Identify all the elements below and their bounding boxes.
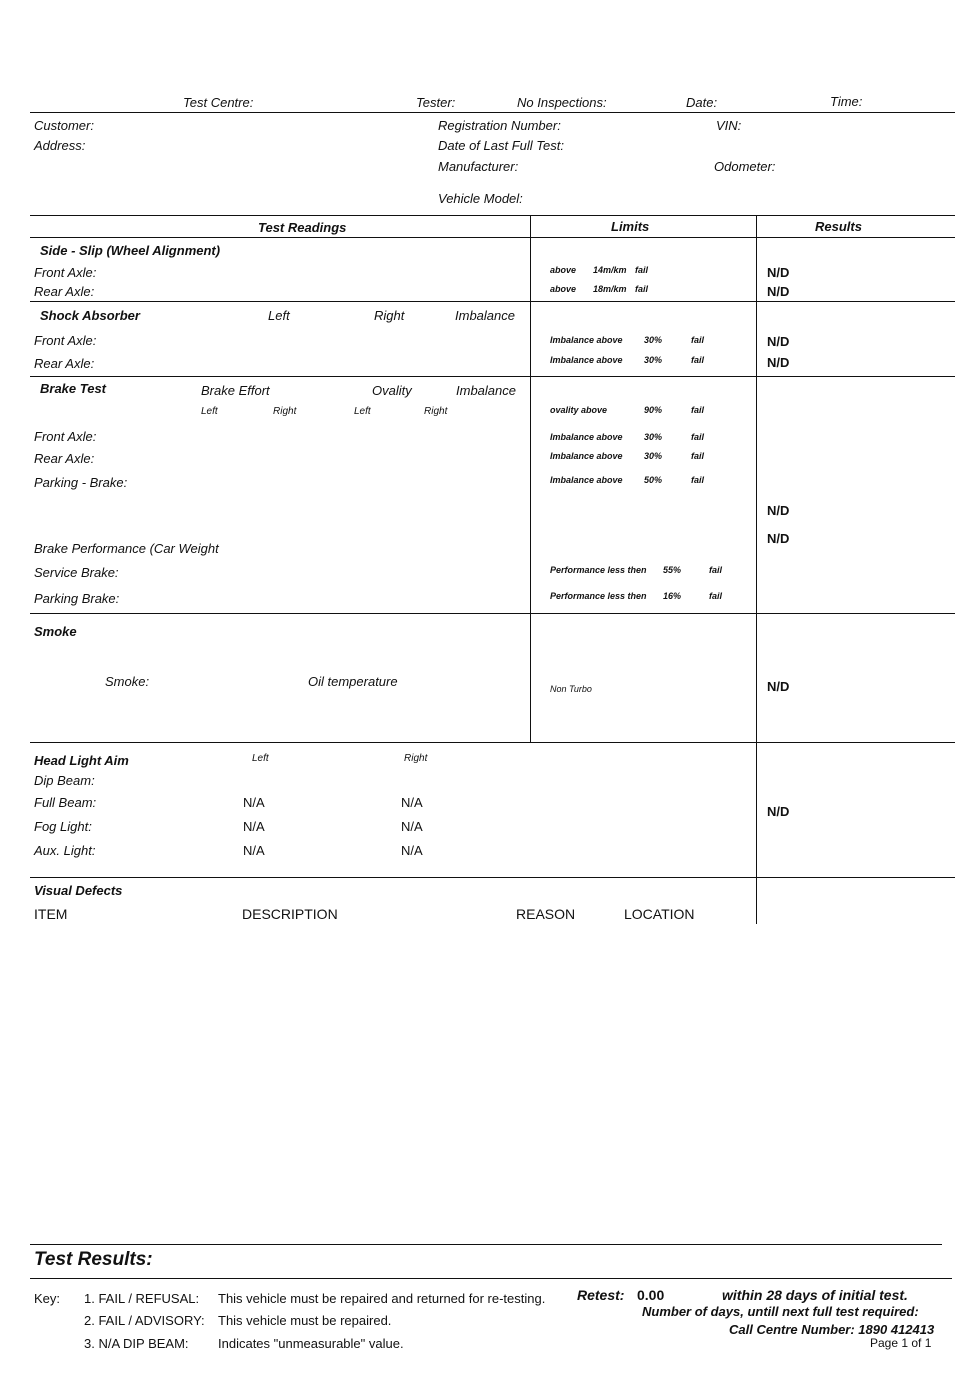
smoke-title: Smoke	[34, 624, 77, 639]
days-until-note: Number of days, untill next full test required:	[642, 1304, 919, 1319]
shock-front-label: Front Axle:	[34, 333, 97, 348]
col-results: Results	[815, 219, 862, 234]
parking-brake-limit-fail: fail	[709, 591, 723, 601]
retest-label: Retest:	[577, 1287, 625, 1303]
footer-top-rule	[30, 1244, 942, 1245]
fog-light-left-value: N/A	[243, 819, 265, 834]
test-results-title: Test Results:	[34, 1249, 153, 1270]
key-3-label: 3. N/A DIP BEAM:	[84, 1336, 189, 1351]
side-slip-result-rear: N/D	[767, 284, 790, 299]
shock-limit-rear-value: 30%	[644, 355, 663, 365]
retest-value: 0.00	[637, 1287, 665, 1303]
service-brake-label: Service Brake:	[34, 565, 119, 580]
brake-limit-parking-text: Imbalance above	[550, 475, 623, 485]
fog-light-right-value: N/A	[401, 819, 423, 834]
side-slip-rule	[30, 301, 955, 302]
registration-number-label: Registration Number:	[438, 118, 561, 133]
brake-rule	[30, 613, 955, 614]
brake-rear-label: Rear Axle:	[34, 451, 95, 466]
test-centre-label: Test Centre:	[183, 95, 254, 110]
brake-limit-front-text: Imbalance above	[550, 432, 623, 442]
vin-label: VIN:	[716, 118, 742, 133]
brake-result-1: N/D	[767, 503, 790, 518]
shock-limit-rear-fail: fail	[691, 355, 705, 365]
brake-ovality-header: Ovality	[372, 383, 412, 398]
brake-effort-header: Brake Effort	[201, 383, 270, 398]
brake-limit-parking-value: 50%	[644, 475, 663, 485]
service-brake-limit-text: Performance less then	[550, 565, 647, 575]
brake-limit-front-fail: fail	[691, 432, 705, 442]
customer-label: Customer:	[34, 118, 94, 133]
headlight-result: N/D	[767, 804, 790, 819]
shock-limit-front-text: Imbalance above	[550, 335, 623, 345]
aux-light-right-value: N/A	[401, 843, 423, 858]
headlight-left-header: Left	[252, 753, 269, 764]
header-rule	[30, 112, 955, 113]
shock-limit-front-value: 30%	[644, 335, 663, 345]
brake-limit-rear-value: 30%	[644, 451, 663, 461]
headlight-title: Head Light Aim	[34, 753, 129, 768]
side-slip-limit-rear-value: 18m/km	[593, 284, 627, 294]
aux-light-left-value: N/A	[243, 843, 265, 858]
full-beam-left-value: N/A	[243, 795, 265, 810]
item-header: ITEM	[34, 906, 68, 922]
key-1-label: 1. FAIL / REFUSAL:	[84, 1291, 200, 1306]
smoke-result: N/D	[767, 679, 790, 694]
location-header: LOCATION	[624, 906, 695, 922]
smoke-rule	[30, 742, 955, 743]
fog-light-label: Fog Light:	[34, 819, 92, 834]
side-slip-limit-rear-fail: fail	[635, 284, 649, 294]
headlight-right-header: Right	[404, 753, 428, 764]
shock-limit-front-fail: fail	[691, 335, 705, 345]
key-3-text: Indicates "unmeasurable" value.	[218, 1336, 404, 1351]
brake-imbalance-header: Imbalance	[456, 383, 516, 398]
table-header-rule	[30, 237, 955, 238]
brake-title: Brake Test	[40, 381, 106, 396]
brake-effort-right: Right	[273, 406, 297, 417]
headlight-rule	[30, 877, 955, 878]
parking-brake-limit-value: 16%	[663, 591, 682, 601]
parking-brake-label: Parking Brake:	[34, 591, 120, 606]
service-brake-limit-fail: fail	[709, 565, 723, 575]
brake-front-label: Front Axle:	[34, 429, 97, 444]
manufacturer-label: Manufacturer:	[438, 159, 519, 174]
results-divider	[756, 216, 757, 924]
side-slip-limit-rear-text: above	[550, 284, 577, 294]
shock-rule	[30, 376, 955, 377]
reason-header: REASON	[516, 906, 576, 922]
date-label: Date:	[686, 95, 718, 110]
key-1-text: This vehicle must be repaired and returned for re-testing.	[218, 1291, 546, 1306]
side-slip-limit-front-fail: fail	[635, 265, 649, 275]
address-label: Address:	[34, 138, 86, 153]
call-centre-number: Call Centre Number: 1890 412413	[729, 1322, 935, 1337]
brake-limit-front-value: 30%	[644, 432, 663, 442]
brake-limit-ovality-value: 90%	[644, 405, 663, 415]
side-slip-rear-label: Rear Axle:	[34, 284, 95, 299]
shock-imbalance-header: Imbalance	[455, 308, 515, 323]
full-beam-right-value: N/A	[401, 795, 423, 810]
shock-title: Shock Absorber	[40, 308, 140, 323]
brake-ovality-right: Right	[424, 406, 448, 417]
col-test-readings: Test Readings	[258, 220, 347, 235]
tester-label: Tester:	[416, 95, 456, 110]
limits-divider	[530, 216, 531, 742]
shock-right-header: Right	[374, 308, 405, 323]
no-inspections-label: No Inspections:	[517, 95, 607, 110]
vehicle-model-label: Vehicle Model:	[438, 191, 523, 206]
visual-defects-title: Visual Defects	[34, 883, 123, 898]
smoke-label: Smoke:	[105, 674, 150, 689]
side-slip-limit-front-text: above	[550, 265, 577, 275]
key-label: Key:	[34, 1291, 61, 1306]
brake-limit-parking-fail: fail	[691, 475, 705, 485]
side-slip-result-front: N/D	[767, 265, 790, 280]
brake-limit-rear-text: Imbalance above	[550, 451, 623, 461]
col-limits: Limits	[611, 219, 650, 234]
key-2-text: This vehicle must be repaired.	[218, 1313, 392, 1328]
side-slip-limit-front-value: 14m/km	[593, 265, 627, 275]
aux-light-label: Aux. Light:	[34, 843, 96, 858]
smoke-limit: Non Turbo	[550, 684, 592, 694]
dip-beam-label: Dip Beam:	[34, 773, 95, 788]
brake-limit-ovality-text: ovality above	[550, 405, 608, 415]
time-label: Time:	[830, 94, 863, 109]
parking-brake-limit-text: Performance less then	[550, 591, 647, 601]
brake-limit-rear-fail: fail	[691, 451, 705, 461]
date-last-full-test-label: Date of Last Full Test:	[438, 138, 564, 153]
shock-left-header: Left	[268, 308, 290, 323]
table-top-rule	[30, 215, 955, 216]
full-beam-label: Full Beam:	[34, 795, 97, 810]
service-brake-limit-value: 55%	[663, 565, 682, 575]
odometer-label: Odometer:	[714, 159, 776, 174]
shock-limit-rear-text: Imbalance above	[550, 355, 623, 365]
brake-ovality-left: Left	[354, 406, 371, 417]
brake-performance-label: Brake Performance (Car Weight	[34, 541, 219, 556]
footer-rule	[30, 1278, 952, 1279]
side-slip-front-label: Front Axle:	[34, 265, 97, 280]
brake-limit-ovality-fail: fail	[691, 405, 705, 415]
shock-result-rear: N/D	[767, 355, 790, 370]
shock-result-front: N/D	[767, 334, 790, 349]
retest-within-note: within 28 days of initial test.	[722, 1287, 908, 1303]
description-header: DESCRIPTION	[242, 906, 338, 922]
shock-rear-label: Rear Axle:	[34, 356, 95, 371]
brake-parking-label: Parking - Brake:	[34, 475, 128, 490]
side-slip-title: Side - Slip (Wheel Alignment)	[40, 243, 221, 258]
brake-result-2: N/D	[767, 531, 790, 546]
page-number: Page 1 of 1	[870, 1336, 932, 1350]
brake-effort-left: Left	[201, 406, 218, 417]
oil-temperature-label: Oil temperature	[308, 674, 398, 689]
key-2-label: 2. FAIL / ADVISORY:	[84, 1313, 205, 1328]
